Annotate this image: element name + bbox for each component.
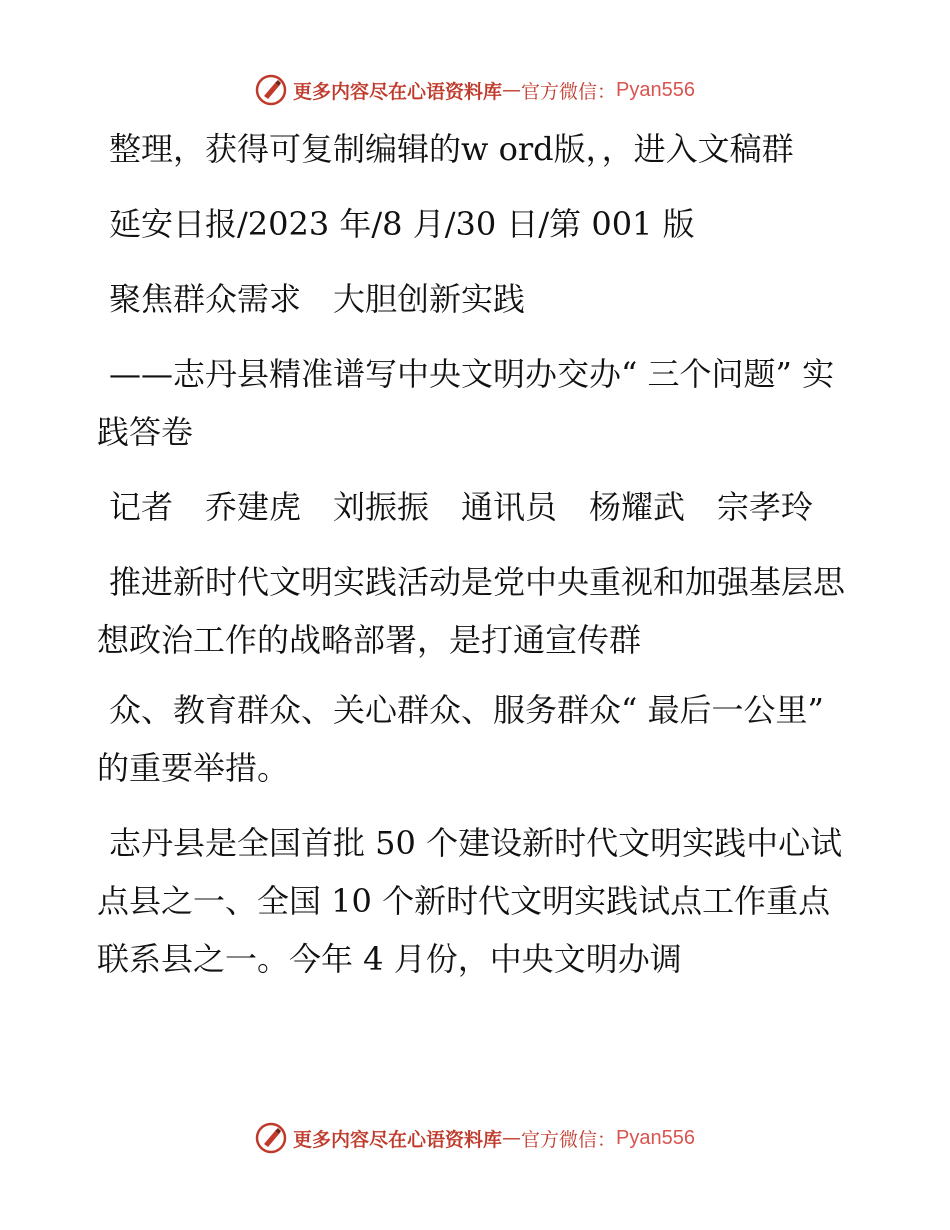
- watermark-wechat-id: Pyan556: [616, 1126, 695, 1149]
- watermark-banner-bottom: [0, 1118, 950, 1158]
- doc-title: 聚焦群众需求 大胆创新实践: [109, 280, 526, 318]
- doc-paragraph: 众、教育群众、关心群众、服务群众“ 最后一公里” 的重要举措。: [97, 691, 824, 787]
- watermark-dash: —: [502, 79, 522, 101]
- watermark-wechat-id: Pyan556: [616, 78, 695, 101]
- watermark-banner-top: [0, 70, 950, 110]
- doc-subtitle: ——志丹县精准谱写中央文明办交办“ 三个问题” 实践答卷: [97, 355, 835, 451]
- watermark-wechat-label: 官方微信：: [521, 1128, 617, 1151]
- brand-logo-icon: [255, 1122, 287, 1154]
- watermark-dash: —: [502, 1127, 522, 1149]
- doc-intro-line: 整理，获得可复制编辑的w ord版，，进入文稿群: [109, 130, 794, 168]
- watermark-wechat-label: 官方微信：: [521, 80, 617, 103]
- watermark-site-text: 更多内容尽在心语资料库: [293, 1128, 503, 1151]
- doc-paragraph: 推进新时代文明实践活动是党中央重视和加强基层思想政治工作的战略部署，是打通宣传群: [97, 563, 846, 659]
- doc-source-line: 延安日报/2023 年/8 月/30 日/第 001 版: [109, 205, 695, 243]
- brand-logo-icon: [255, 74, 287, 106]
- doc-paragraph: 志丹县是全国首批 50 个建设新时代文明实践中心试点县之一、全国 10 个新时代文明实践试点工作重点联系县之一。今年 4 月份，中央文明办调: [97, 824, 843, 978]
- watermark-site-text: 更多内容尽在心语资料库: [293, 80, 503, 103]
- doc-byline: 记者 乔建虎 刘振振 通讯员 杨耀武 宗孝玲: [109, 488, 814, 526]
- document-body: [97, 120, 857, 1005]
